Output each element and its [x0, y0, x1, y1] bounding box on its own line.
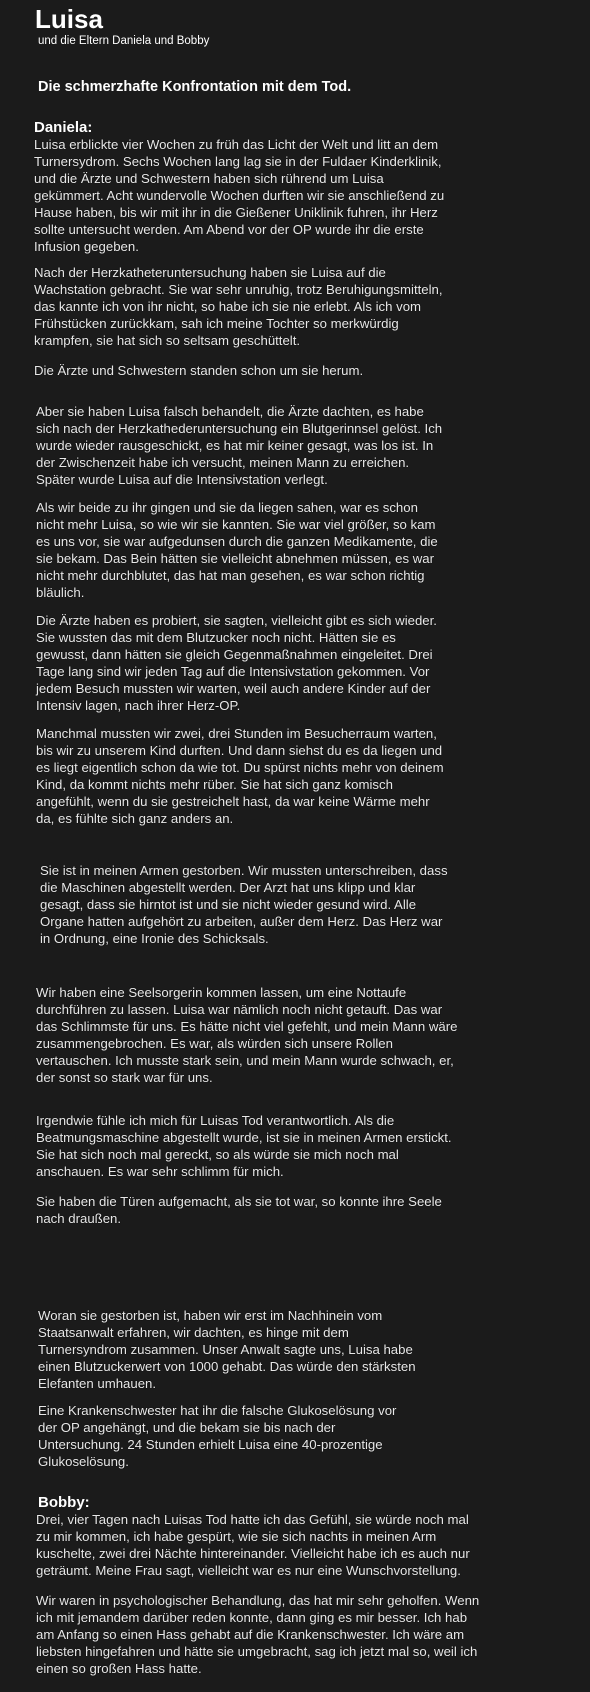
paragraph-line: Intensiv lagen, nach ihrer Herz-OP.	[36, 698, 241, 713]
paragraph-line: nicht mehr durchblutet, das hat man gesehen, es war schon richtig	[36, 568, 425, 583]
paragraph-line: Elefanten umhauen.	[38, 1376, 157, 1391]
paragraph	[36, 403, 442, 488]
paragraph-line: der sonst so stark war für uns.	[36, 1070, 213, 1085]
page-title: Luisa	[35, 4, 103, 34]
paragraph	[36, 1511, 470, 1579]
paragraph-line: Aber sie haben Luisa falsch behandelt, die Ärzte dachten, es habe	[36, 404, 424, 419]
paragraph-line: bis wir zu unserem Kind durften. Und dann siehst du es da liegen und	[36, 743, 443, 758]
paragraph-line: Eine Krankenschwester hat ihr die falsche Glukoselösung vor	[38, 1403, 397, 1418]
paragraph-line: Infusion gegeben.	[34, 239, 139, 254]
paragraph-line: bläulich.	[36, 585, 85, 600]
paragraph-line: Sie ist in meinen Armen gestorben. Wir mussten unterschreiben, dass	[40, 863, 448, 878]
speaker-daniela: Daniela:	[34, 119, 93, 136]
paragraph-line: Glukoselösung.	[38, 1454, 129, 1469]
paragraph-line: die Maschinen abgestellt werden. Der Arzt hat uns klipp und klar	[40, 880, 416, 895]
paragraph-line: Wir haben eine Seelsorgerin kommen lassen, um eine Nottaufe	[36, 985, 407, 1000]
paragraph	[36, 725, 444, 827]
paragraph	[36, 984, 457, 1086]
paragraph-line: Wachstation gebracht. Sie war sehr unruhig, trotz Beruhigungsmitteln,	[34, 282, 443, 297]
paragraph-line: anschauen. Es war sehr schlimm für mich.	[36, 1164, 284, 1179]
paragraph	[34, 136, 444, 255]
paragraph-line: Hause haben, bis wir mit ihr in die Gießener Uniklinik fuhren, ihr Herz	[34, 205, 438, 220]
paragraph-line: nicht mehr Luisa, so wie wir sie kannten. Sie war viel größer, so kam	[36, 517, 436, 532]
speaker-bobby: Bobby:	[38, 1494, 90, 1511]
paragraph-line: Als wir beide zu ihr gingen und sie da liegen sahen, war es schon	[36, 500, 418, 515]
paragraph-line: gewusst, dann hätten sie gleich Gegenmaßnahmen eingeleitet. Drei	[36, 647, 433, 662]
paragraph	[36, 1193, 442, 1227]
paragraph-line: es liegt eigentlich schon da wie tot. Du spürst nichts mehr von deinem	[36, 760, 444, 775]
paragraph-line: Organe hatten aufgehört zu arbeiten, außer dem Herz. Das Herz war	[40, 914, 443, 929]
paragraph-line: da, es fühlte sich ganz anders an.	[36, 811, 234, 826]
paragraph-line: das Schlimmste für uns. Es hätte nicht viel gefehlt, und mein Mann wäre	[36, 1019, 458, 1034]
paragraph-line: Nach der Herzkatheteruntersuchung haben sie Luisa auf die	[34, 265, 386, 280]
paragraph-line: vertauschen. Ich musste stark sein, und mein Mann wurde schwach, er,	[36, 1053, 454, 1068]
paragraph-line: durchführen zu lassen. Luisa war nämlich noch nicht getauft. Das war	[36, 1002, 443, 1017]
paragraph-line: kuschelte, zwei drei Nächte hintereinander. Vielleicht habe ich es auch nur	[36, 1546, 470, 1561]
paragraph-line: krampfen, sie hat sich so seltsam geschüttelt.	[34, 333, 301, 348]
paragraph-line: Turnersyndrom zusammen. Unser Anwalt sagte uns, Luisa habe	[38, 1342, 413, 1357]
paragraph-line: geträumt. Meine Frau sagt, vielleicht war es nur eine Wunschvorstellung.	[36, 1563, 461, 1578]
paragraph-line: der OP angehängt, und die bekam sie bis nach der	[38, 1420, 336, 1435]
paragraph-line: Sie haben die Türen aufgemacht, als sie tot war, so konnte ihre Seele	[36, 1194, 442, 1209]
paragraph-line: zu mir kommen, ich habe gespürt, wie sie sich nachts in meinen Arm	[36, 1529, 437, 1544]
paragraph-line: gesagt, dass sie hirntot ist und sie nicht wieder gesund wird. Alle	[40, 897, 417, 912]
paragraph-line: wurde wieder rausgeschickt, es hat mir keiner gesagt, was los ist. In	[36, 438, 434, 453]
paragraph-line: es uns vor, sie war aufgedunsen durch die ganzen Medikamente, die	[36, 534, 438, 549]
paragraph	[36, 499, 438, 601]
paragraph-line: Untersuchung. 24 Stunden erhielt Luisa eine 40-prozentige	[38, 1437, 383, 1452]
paragraph	[38, 1402, 396, 1470]
paragraph-line: sich nach der Herzkathederuntersuchung ein Blutgerinnsel gelöst. Ich	[36, 421, 443, 436]
paragraph-line: Staatsanwalt erfahren, wir dachten, es hinge mit dem	[38, 1325, 349, 1340]
paragraph-line: Später wurde Luisa auf die Intensivstation verlegt.	[36, 472, 328, 487]
paragraph	[36, 1112, 452, 1180]
paragraph-line: Woran sie gestorben ist, haben wir erst im Nachhinein vom	[38, 1308, 383, 1323]
paragraph-line: in Ordnung, eine Ironie des Schicksals.	[40, 931, 269, 946]
paragraph-line: Turnersydrom. Sechs Wochen lang lag sie in der Fuldaer Kinderklinik,	[34, 154, 442, 169]
paragraph-line: Die Ärzte haben es probiert, sie sagten, vielleicht gibt es sich wieder.	[36, 613, 437, 628]
paragraph	[36, 612, 437, 714]
paragraph-line: und die Ärzte und Schwestern haben sich rührend um Luisa	[34, 171, 384, 186]
paragraph	[38, 1307, 416, 1392]
paragraph	[40, 862, 448, 947]
paragraph-line: Beatmungsmaschine abgestellt wurde, ist sie in meinen Armen erstickt.	[36, 1130, 452, 1145]
paragraph-line: Luisa erblickte vier Wochen zu früh das Licht der Welt und litt an dem	[34, 137, 439, 152]
paragraph-line: liebsten hingefahren und hätte sie umgebracht, sag ich jetzt mal so, weil ich	[36, 1644, 478, 1659]
paragraph-line: sie bekam. Das Bein hätten sie vielleicht abnehmen müssen, es war	[36, 551, 435, 566]
paragraph-line: Sie hat sich noch mal gereckt, so als würde sie mich noch mal	[36, 1147, 399, 1162]
paragraph-line: angefühlt, wenn du sie gestreichelt hast, da war keine Wärme mehr	[36, 794, 430, 809]
paragraph-line: Tage lang sind wir jeden Tag auf die Intensivstation gekommen. Vor	[36, 664, 430, 679]
page-subtitle: und die Eltern Daniela und Bobby	[38, 35, 210, 47]
paragraph-line: jedem Besuch mussten wir warten, weil auch andere Kinder auf der	[36, 681, 431, 696]
paragraph-line: einen Blutzuckerwert von 1000 gehabt. Das würde den stärksten	[38, 1359, 416, 1374]
paragraph-line: gekümmert. Acht wundervolle Wochen durften wir sie anschließend zu	[34, 188, 445, 203]
paragraph-line: das kannte ich von ihr nicht, so habe ich sie nie erlebt. Als ich vom	[34, 299, 422, 314]
paragraph-line: am Anfang so einen Hass gehabt auf die Krankenschwester. Ich wäre am	[36, 1627, 465, 1642]
paragraph	[34, 264, 443, 349]
paragraph-line: Manchmal mussten wir zwei, drei Stunden im Besucherraum warten,	[36, 726, 437, 741]
paragraph-line: Kind, da kommt nichts mehr rüber. Sie hat sich ganz komisch	[36, 777, 393, 792]
paragraph-line: der Zwischenzeit habe ich versucht, meinen Mann zu erreichen.	[36, 455, 410, 470]
paragraph	[36, 1592, 479, 1677]
paragraph-line: Frühstücken zurückkam, sah ich meine Tochter so merkwürdig	[34, 316, 399, 331]
paragraph-line: zusammengebrochen. Es war, als würden sich unsere Rollen	[36, 1036, 393, 1051]
paragraph-line: Sie wussten das mit dem Blutzucker noch nicht. Hätten sie es	[36, 630, 396, 645]
paragraph-line: einen so großen Hass hatte.	[36, 1661, 202, 1676]
paragraph	[34, 362, 363, 379]
paragraph-line: Wir waren in psychologischer Behandlung, das hat mir sehr geholfen. Wenn	[36, 1593, 480, 1608]
paragraph-line: nach draußen.	[36, 1211, 122, 1226]
paragraph-line: Die Ärzte und Schwestern standen schon um sie herum.	[34, 363, 364, 378]
paragraph-line: sollte untersucht werden. Am Abend vor der OP wurde ihr die erste	[34, 222, 424, 237]
paragraph-line: Drei, vier Tagen nach Luisas Tod hatte ich das Gefühl, sie würde noch mal	[36, 1512, 469, 1527]
section-headline: Die schmerzhafte Konfrontation mit dem Tod.	[38, 79, 352, 95]
paragraph-line: ich mit jemandem darüber reden konnte, dann ging es mir besser. Ich hab	[36, 1610, 468, 1625]
paragraph-line: Irgendwie fühle ich mich für Luisas Tod verantwortlich. Als die	[36, 1113, 395, 1128]
